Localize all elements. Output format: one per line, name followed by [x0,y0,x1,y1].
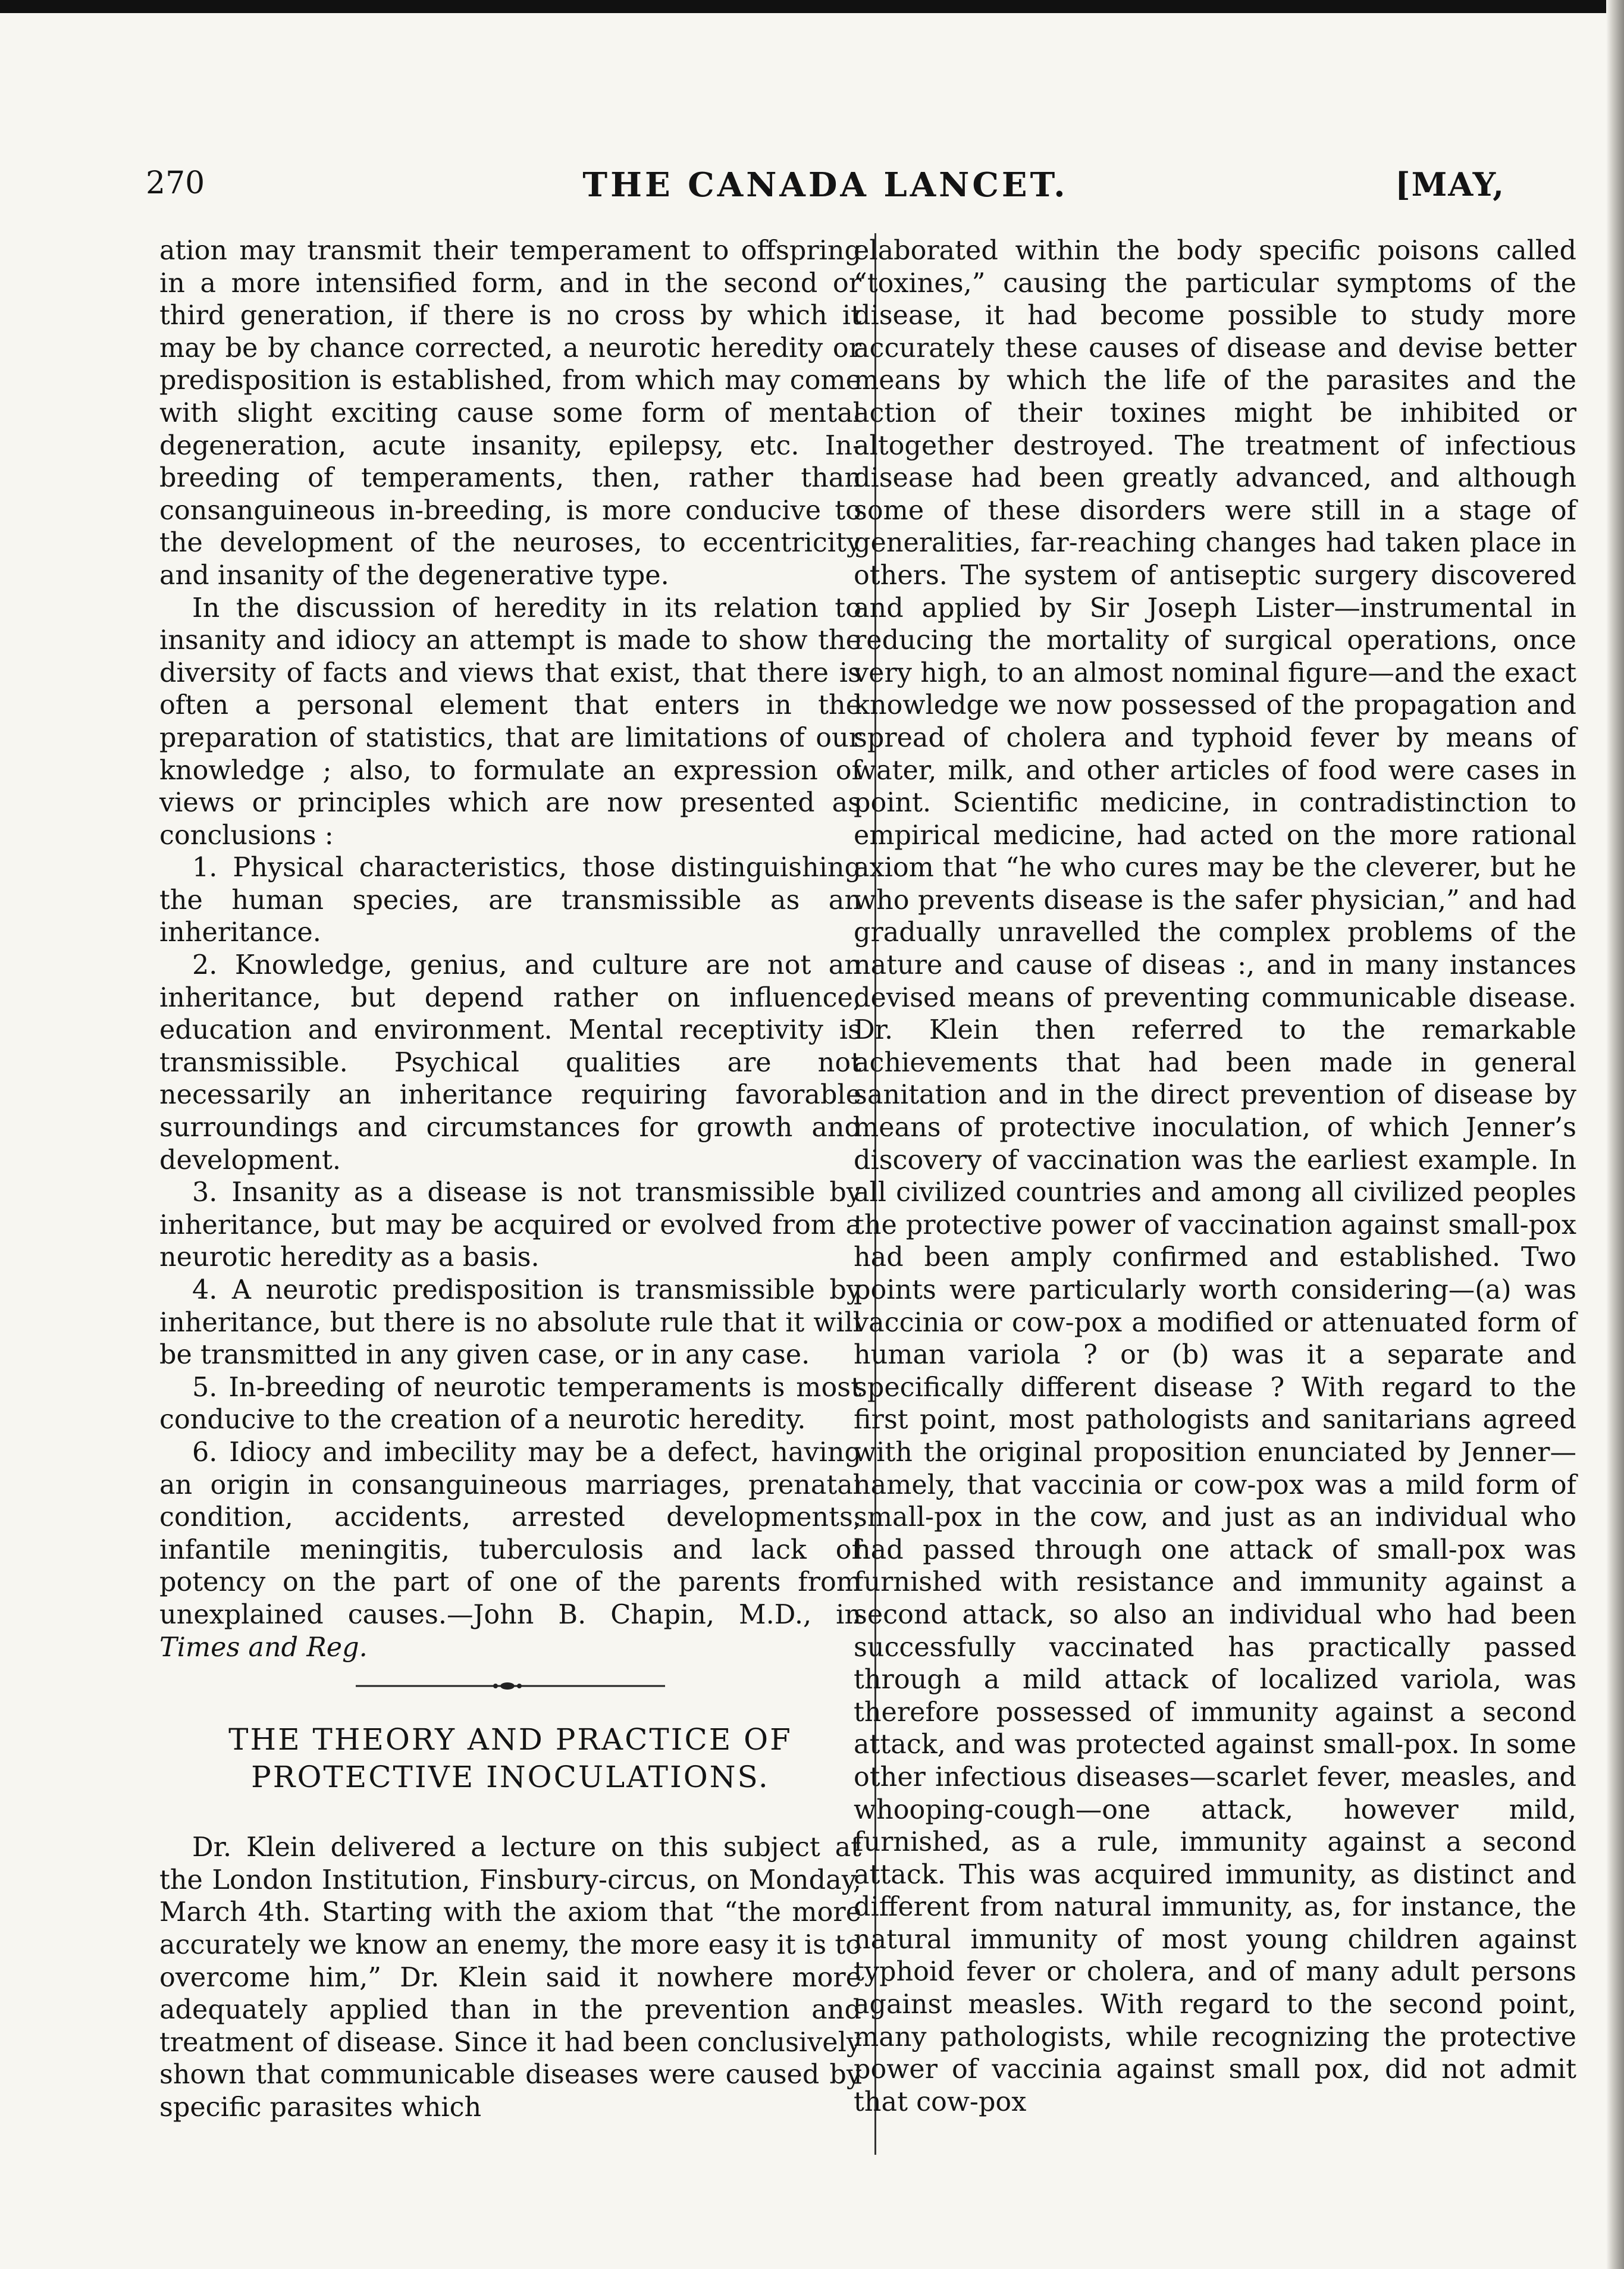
list-item: 3. Insanity as a disease is not transmissible by inheritance, but may be acquired or evolved from a neurotic heredity as a basis. [159,1177,861,1273]
section-ornament [356,1679,665,1693]
list-item [159,1437,861,1664]
paragraph: Dr. Klein delivered a lecture on this subject at the London Institution, Finsbury-circus, on Monday, March 4th. Starting with the axiom that “the more accurately we know an enemy, the more easy it is to overcome him,” Dr. Klein said it nowhere more adequately applied than in the prevention and treatment of disease. Since it had been conclusively shown that communicable diseases were caused by specific parasites which [159,1832,861,2123]
list-item: 4. A neurotic predisposition is transmissible by inheritance, but there is no absolute rule that it will be transmitted in any given case, or in any case. [159,1275,861,1371]
left-column [159,235,861,2124]
page-number: 270 [146,165,205,201]
list-item: 2. Knowledge, genius, and culture are not an inheritance, but depend rather on influence, education and environment. Mental receptivity is transmissible. Psychical qualities are not necessarily an inheritance requiring favorable surroundings and circumstances for growth and development. [159,950,861,1176]
page-header [146,165,1505,213]
list-item: 5. In-breeding of neurotic temperaments is most conducive to the creation of a neurotic heredity. [159,1372,861,1436]
scan-top-border [0,0,1624,13]
list-item: 1. Physical characteristics, those distinguishing the human species, are transmissible as an inheritance. [159,853,861,948]
scan-page-edge [1606,0,1624,2269]
paragraph: In the discussion of heredity in its relation to insanity and idiocy an attempt is made to show the diversity of facts and views that exist, that there is often a personal element that enters in the preparation of statistics, that are limitations of our knowledge ; also, to formulate an expression of views or principles which are now presented as conclusions : [159,593,861,851]
article-heading: THE THEORY AND PRACTICE OF PROTECTIVE INOCULATIONS. [228,1722,792,1795]
source-citation: Times and Reg. [159,1632,368,1663]
paragraph: ation may transmit their temperament to offspring in a more intensified form, and in the second or third generation, if there is no cross by which it may be by chance corrected, a neurotic heredity or predisposition is established, from which may come with slight exciting cause some form of mental degeneration, acute insanity, epilepsy, etc. In-breeding of temperaments, then, rather than consanguineous in-breeding, is more conducive to the development of the neuroses, to eccentricity and insanity of the degenerative type. [159,236,861,591]
list-item-text: 6. Idiocy and imbecility may be a defect, having an origin in consanguineous marriages, prenatal condition, accidents, arrested developments, infantile meningitis, tuberculosis and lack of potency on the part of one of the parents from unexplained causes.—John B. Chapin, M.D., in [159,1437,861,1630]
month-label: [MAY, [1395,165,1505,203]
right-column [854,235,1576,2118]
running-title: THE CANADA LANCET. [582,165,1068,205]
paragraph: elaborated within the body specific poisons called “toxines,” causing the particular symptoms of the disease, it had become possible to study more accurately these causes of disease and devise better means by which the life of the parasites and the action of their toxines might be inhibited or altogether destroyed. The treatment of infectious disease had been greatly advanced, and although some of these disorders were still in a stage of generalities, far-reaching changes had taken place in others. The system of antiseptic surgery discovered and applied by Sir Joseph Lister—instrumental in reducing the mortality of surgical operations, once very high, to an almost nominal figure—and the exact knowledge we now possessed of the propagation and spread of cholera and typhoid fever by means of water, milk, and other articles of food were cases in point. Scientific medicine, in contradistinction to empirical medicine, had acted on the more rational axiom that “he who cures may be the cleverer, but he who prevents disease is the safer physician,” and had gradually unravelled the complex problems of the nature and cause of diseas :, and in many instances devised means of preventing communicable disease. Dr. Klein then referred to the remarkable achievements that had been made in general sanitation and in the direct prevention of disease by means of protective inoculation, of which Jenner’s discovery of vaccination was the earliest example. In all civilized countries and among all civilized peoples the protective power of vaccination against small-pox had been amply confirmed and established. Two points were particularly worth considering—(a) was vaccinia or cow-pox a modified or attenuated form of human variola ? or (b) was it a separate and specifically different disease ? With regard to the first point, most pathologists and sanitarians agreed with the original proposition enunciated by Jenner—namely, that vaccinia or cow-pox was a mild form of small-pox in the cow, and just as an individual who had passed through one attack of small-pox was furnished with resistance and immunity against a second attack, so also an individual who had been successfully vaccinated has practically passed through a mild attack of localized variola, was therefore possessed of immunity against a second attack, and was protected against small-pox. In some other infectious diseases—scarlet fever, measles, and whooping-cough—one attack, however mild, furnished, as a rule, immunity against a second attack. This was acquired immunity, as distinct and different from natural immunity, as, for instance, the natural immunity of most young children against typhoid fever or cholera, and of many adult persons against measles. With regard to the second point, many pathologists, while recognizing the protective power of vaccinia against small pox, did not admit that cow-pox [854,236,1576,2117]
